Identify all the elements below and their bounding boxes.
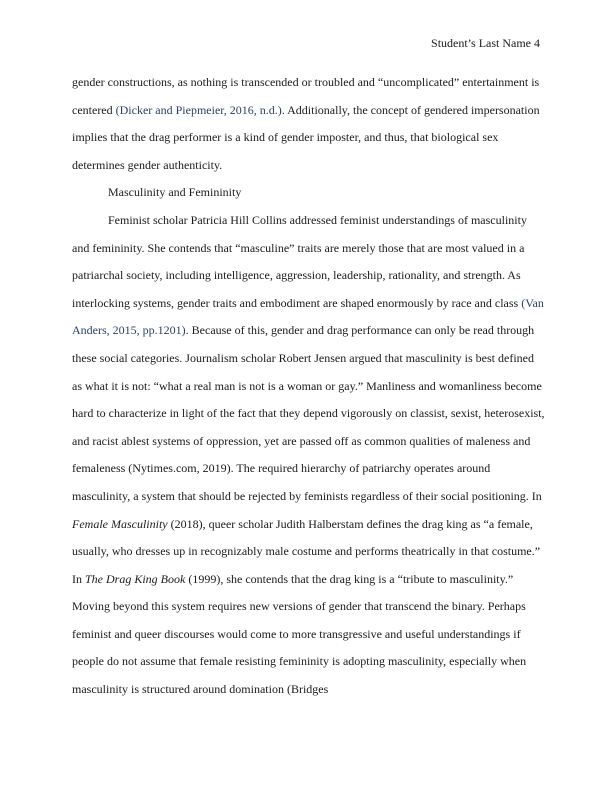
paragraph-text: (1999), she contends that the drag king is a “tribute to masculinity.” Moving beyond this system requires new versions of gender that transcend the binary. Perhaps feminist and queer discourses would come to more transgressive and useful understandings if people do not assume that female resisting femininity is adopting masculinity, especially when masculinity is structured around domination (Bridges [72,571,527,697]
paragraph-text: Feminist scholar Patricia Hill Collins addressed feminist understandings of masculinity and femininity. She contends that “masculine” traits are merely those that are most valued in a patriarchal society, including intelligence, aggression, leadership, rationality, and strength. As interlocking systems, gender traits and embodiment are shaped enormously by race and class [72,212,527,310]
paragraph [72,207,546,704]
paragraph-text: . Additionally, the concept of gendered impersonation implies that the drag performer is a kind of gender imposter, and thus, that biological sex determines gender authenticity. [72,102,540,172]
book-title: The Drag King Book [85,571,186,586]
paragraph [72,69,546,179]
paragraph-text: gender constructions, as nothing is transcended or troubled and “uncomplicated” entertainment is centered [72,75,540,117]
citation: (Dicker and Piepmeier, 2016, n.d.) [115,102,282,117]
paragraph-text: (2018), queer scholar Judith Halberstam defines the drag king as “a female, usually, who dresses up in recognizably male costume and performs theatrically in that costume.” In [72,516,541,586]
paragraph-text: . Because of this, gender and drag performance can only be read through these social categories. Journalism scholar Robert Jensen argued that masculinity is best defined as what it is not: “what a real man is not is a woman or gay.” Manliness and womanliness become hard to characterize in light of the fact that they depend vigorously on classist, sexist, heterosexist, and racist ablest systems of oppression, yet are passed off as common qualities of maleness and femaleness (Nytimes.com, 2019). The required hierarchy of patriarchy operates around masculinity, a system that should be rejected by feminists regardless of their social positioning. In [72,323,545,503]
document-body [72,69,546,704]
book-title: Female Masculinity [72,516,168,531]
running-head: Student’s Last Name 4 [431,36,540,50]
section-heading: Masculinity and Femininity [108,185,242,200]
citation: (Van Anders, 2015, pp.1201) [72,295,544,338]
